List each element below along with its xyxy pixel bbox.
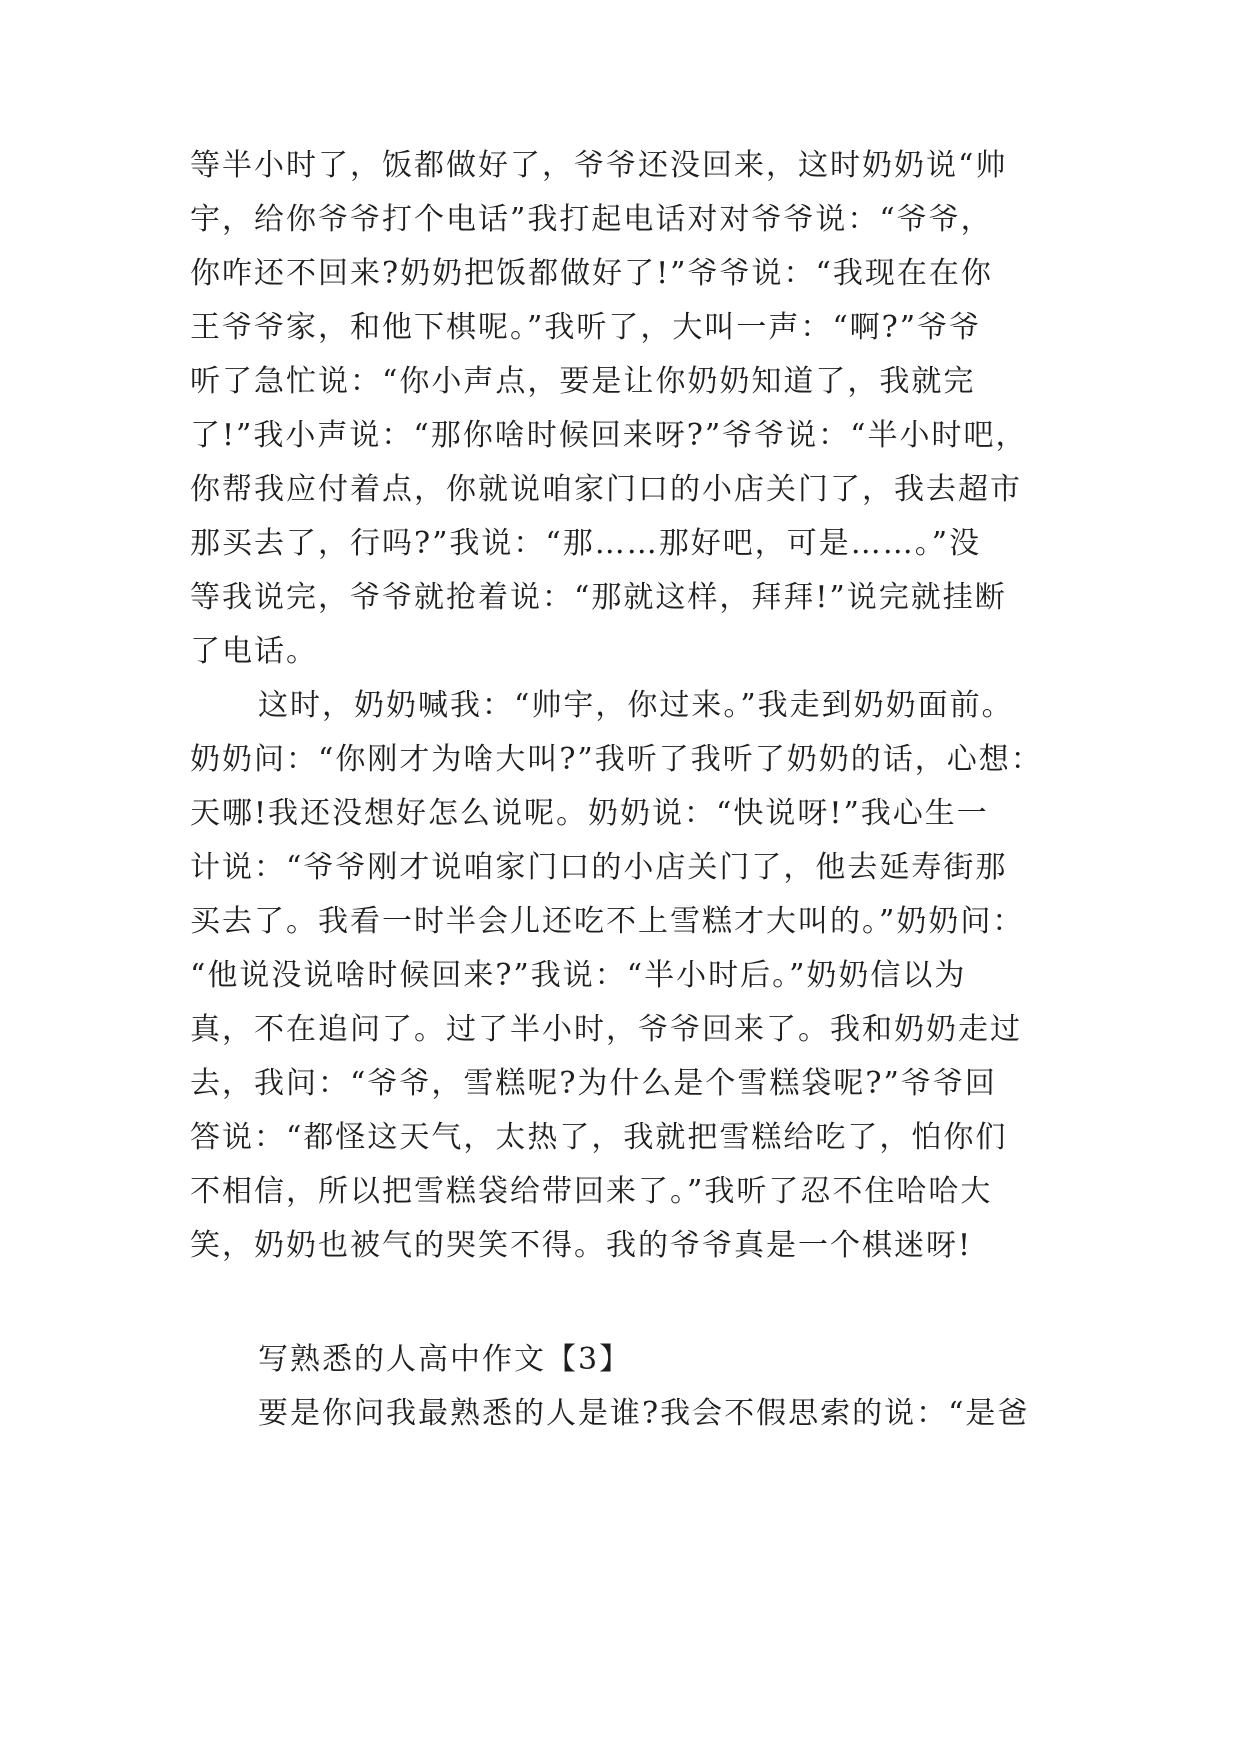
text-line: 计说：“爷爷刚才说咱家门口的小店关门了，他去延寿街那 <box>190 850 1008 885</box>
text-line: 了!”我小声说：“那你啥时候回来呀?”爷爷说：“半小时吧， <box>190 418 1028 453</box>
text-line: 等半小时了，饭都做好了，爷爷还没回来，这时奶奶说“帅 <box>190 148 1008 183</box>
text-line: 奶奶问：“你刚才为啥大叫?”我听了我听了奶奶的话，心想： <box>190 742 1043 777</box>
text-line: “他说没说啥时候回来?”我说：“半小时后。”奶奶信以为 <box>190 958 967 993</box>
text-line: 你咋还不回来?奶奶把饭都做好了!”爷爷说：“我现在在你 <box>190 256 993 291</box>
text-line: 要是你问我最熟悉的人是谁?我会不假思索的说：“是爸 <box>258 1396 1030 1431</box>
text-line: 这时，奶奶喊我：“帅宇，你过来。”我走到奶奶面前。 <box>258 688 1014 723</box>
text-line: 笑，奶奶也被气的哭笑不得。我的爷爷真是一个棋迷呀! <box>190 1228 973 1263</box>
text-line: 你帮我应付着点，你就说咱家门口的小店关门了，我去超市 <box>190 472 1022 507</box>
text-line: 王爷爷家，和他下棋呢。”我听了，大叫一声：“啊?”爷爷 <box>190 310 982 345</box>
text-line: 听了急忙说：“你小声点，要是让你奶奶知道了，我就完 <box>190 364 976 399</box>
text-line: 答说：“都怪这天气，太热了，我就把雪糕给吃了，怕你们 <box>190 1120 1008 1155</box>
text-line: 天哪!我还没想好怎么说呢。奶奶说：“快说呀!”我心生一 <box>190 796 989 831</box>
text-line: 去，我问：“爷爷，雪糕呢?为什么是个雪糕袋呢?”爷爷回 <box>190 1066 997 1101</box>
text-line: 那买去了，行吗?”我说：“那……那好吧，可是……。”没 <box>190 526 982 561</box>
text-line: 宇，给你爷爷打个电话”我打起电话对对爷爷说：“爷爷， <box>190 202 993 237</box>
text-line: 不相信，所以把雪糕袋给带回来了。”我听了忍不住哈哈大 <box>190 1174 993 1209</box>
text-line: 了电话。 <box>190 634 318 669</box>
text-line: 买去了。我看一时半会儿还吃不上雪糕才大叫的。”奶奶问： <box>190 904 1025 939</box>
text-line: 等我说完，爷爷就抢着说：“那就这样，拜拜!”说完就挂断 <box>190 580 1007 615</box>
section-heading: 写熟悉的人高中作文【3】 <box>258 1342 632 1377</box>
text-line: 真，不在追问了。过了半小时，爷爷回来了。我和奶奶走过 <box>190 1012 1022 1047</box>
